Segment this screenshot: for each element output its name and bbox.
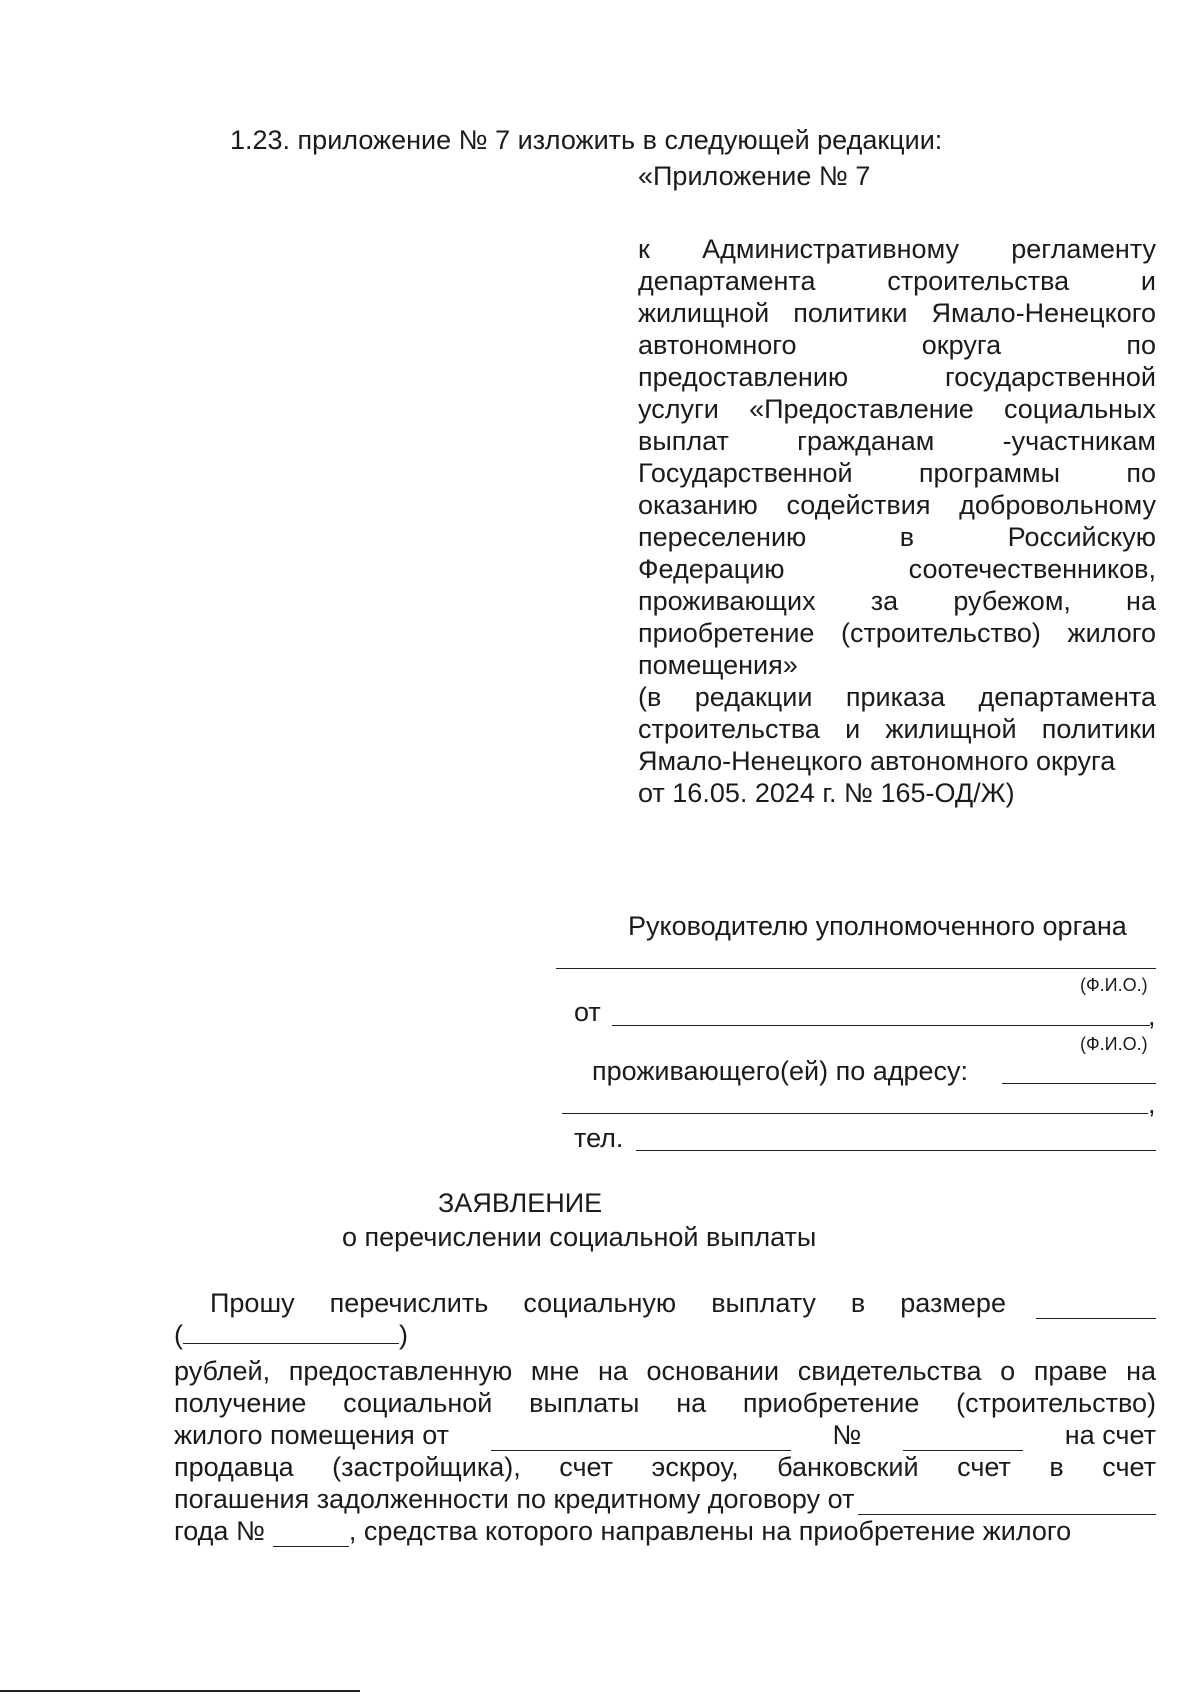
phone-label: тел. — [574, 1123, 624, 1153]
para-word: социальную — [523, 1288, 677, 1318]
para-word: Прошу — [210, 1288, 295, 1318]
amount-words-line[interactable] — [183, 1321, 399, 1344]
paren: ) — [399, 1320, 408, 1350]
annex-line: департамента строительства и — [638, 266, 1156, 296]
annex-line: предоставлению государственной — [638, 362, 1156, 392]
paren: ( — [174, 1320, 183, 1350]
edition-line: Ямало-Ненецкого автономного округа — [638, 746, 1116, 776]
annex-line: проживающих за рубежом, на — [638, 586, 1156, 616]
statement-title: ЗАЯВЛЕНИЕ — [438, 1188, 603, 1218]
annex-line: услуги «Предоставление социальных — [638, 394, 1156, 424]
statement-subtitle: о перечислении социальной выплаты — [342, 1222, 817, 1252]
contract-number-line[interactable] — [273, 1524, 349, 1547]
para-text: жилого помещения от — [174, 1420, 450, 1450]
annex-line: Федерацию соотечественников, — [638, 554, 1156, 584]
annex-line: приобретение (строительство) жилого — [638, 618, 1156, 648]
comma: , — [1148, 1089, 1156, 1119]
para-line-7 — [174, 1483, 1156, 1515]
comma: , — [1148, 1001, 1156, 1031]
annex-line: помещения» — [638, 650, 798, 680]
para-word: перечислить — [329, 1288, 489, 1318]
edition-line: (в редакции приказа департамента — [638, 682, 1156, 712]
para-line-6: продавца (застройщика), счет эскроу, банковский счет в счет — [174, 1452, 1156, 1482]
footnote-separator — [0, 1690, 360, 1692]
address-line-2[interactable] — [562, 1113, 1148, 1114]
addressee-label: Руководителю уполномоченного органа — [628, 911, 1127, 941]
para-word: размере — [900, 1288, 1006, 1318]
annex-line: к Административному регламенту — [638, 234, 1156, 264]
address-label: проживающего(ей) по адресу: — [592, 1056, 969, 1086]
fio-hint: (Ф.И.О.) — [1080, 1034, 1148, 1054]
para-text: погашения задолженности по кредитному договору от — [174, 1484, 855, 1514]
from-label: от — [574, 997, 601, 1027]
para-word: выплату — [711, 1288, 816, 1318]
statement-paragraph — [174, 1287, 1156, 1547]
edition-line: строительства и жилищной политики — [638, 714, 1156, 744]
phone-line[interactable] — [636, 1150, 1156, 1151]
certificate-date-line[interactable] — [491, 1428, 791, 1451]
para-line-8 — [174, 1515, 1156, 1547]
para-line-4: получение социальной выплаты на приобретение (строительство) — [174, 1388, 1156, 1418]
fio-hint: (Ф.И.О.) — [1080, 975, 1148, 995]
addressee-name-line[interactable] — [556, 968, 1156, 969]
annex-body — [638, 233, 1156, 809]
from-name-line[interactable] — [612, 1025, 1150, 1026]
para-text: года № — [174, 1516, 265, 1546]
para-text: № — [832, 1420, 862, 1450]
para-word: в — [850, 1288, 866, 1318]
address-line[interactable] — [1002, 1083, 1156, 1084]
para-text: , средства которого направлены на приобретение жилого — [348, 1516, 1072, 1546]
para-line-1 — [174, 1287, 1156, 1319]
para-line-2 — [174, 1319, 1156, 1351]
annex-line: автономного округа по — [638, 330, 1156, 360]
edition-line: от 16.05. 2024 г. № 165-ОД/Ж) — [638, 778, 1015, 808]
amount-line[interactable] — [1036, 1296, 1156, 1319]
annex-line: жилищной политики Ямало-Ненецкого — [638, 298, 1156, 328]
contract-date-line[interactable] — [858, 1490, 1156, 1515]
certificate-number-line[interactable] — [903, 1428, 1023, 1451]
annex-line: выплат гражданам -участникам — [638, 426, 1156, 456]
annex-title: «Приложение № 7 — [638, 161, 871, 191]
annex-line: Государственной программы по — [638, 458, 1156, 488]
annex-line: оказанию содействия добровольному — [638, 490, 1156, 520]
para-line-3: рублей, предоставленную мне на основании свидетельства о праве на — [174, 1356, 1156, 1386]
para-text: на счет — [1064, 1420, 1156, 1450]
annex-line: переселению в Российскую — [638, 522, 1156, 552]
para-line-5 — [174, 1419, 1156, 1451]
item-heading: 1.23. приложение № 7 изложить в следующей редакции: — [230, 125, 943, 155]
